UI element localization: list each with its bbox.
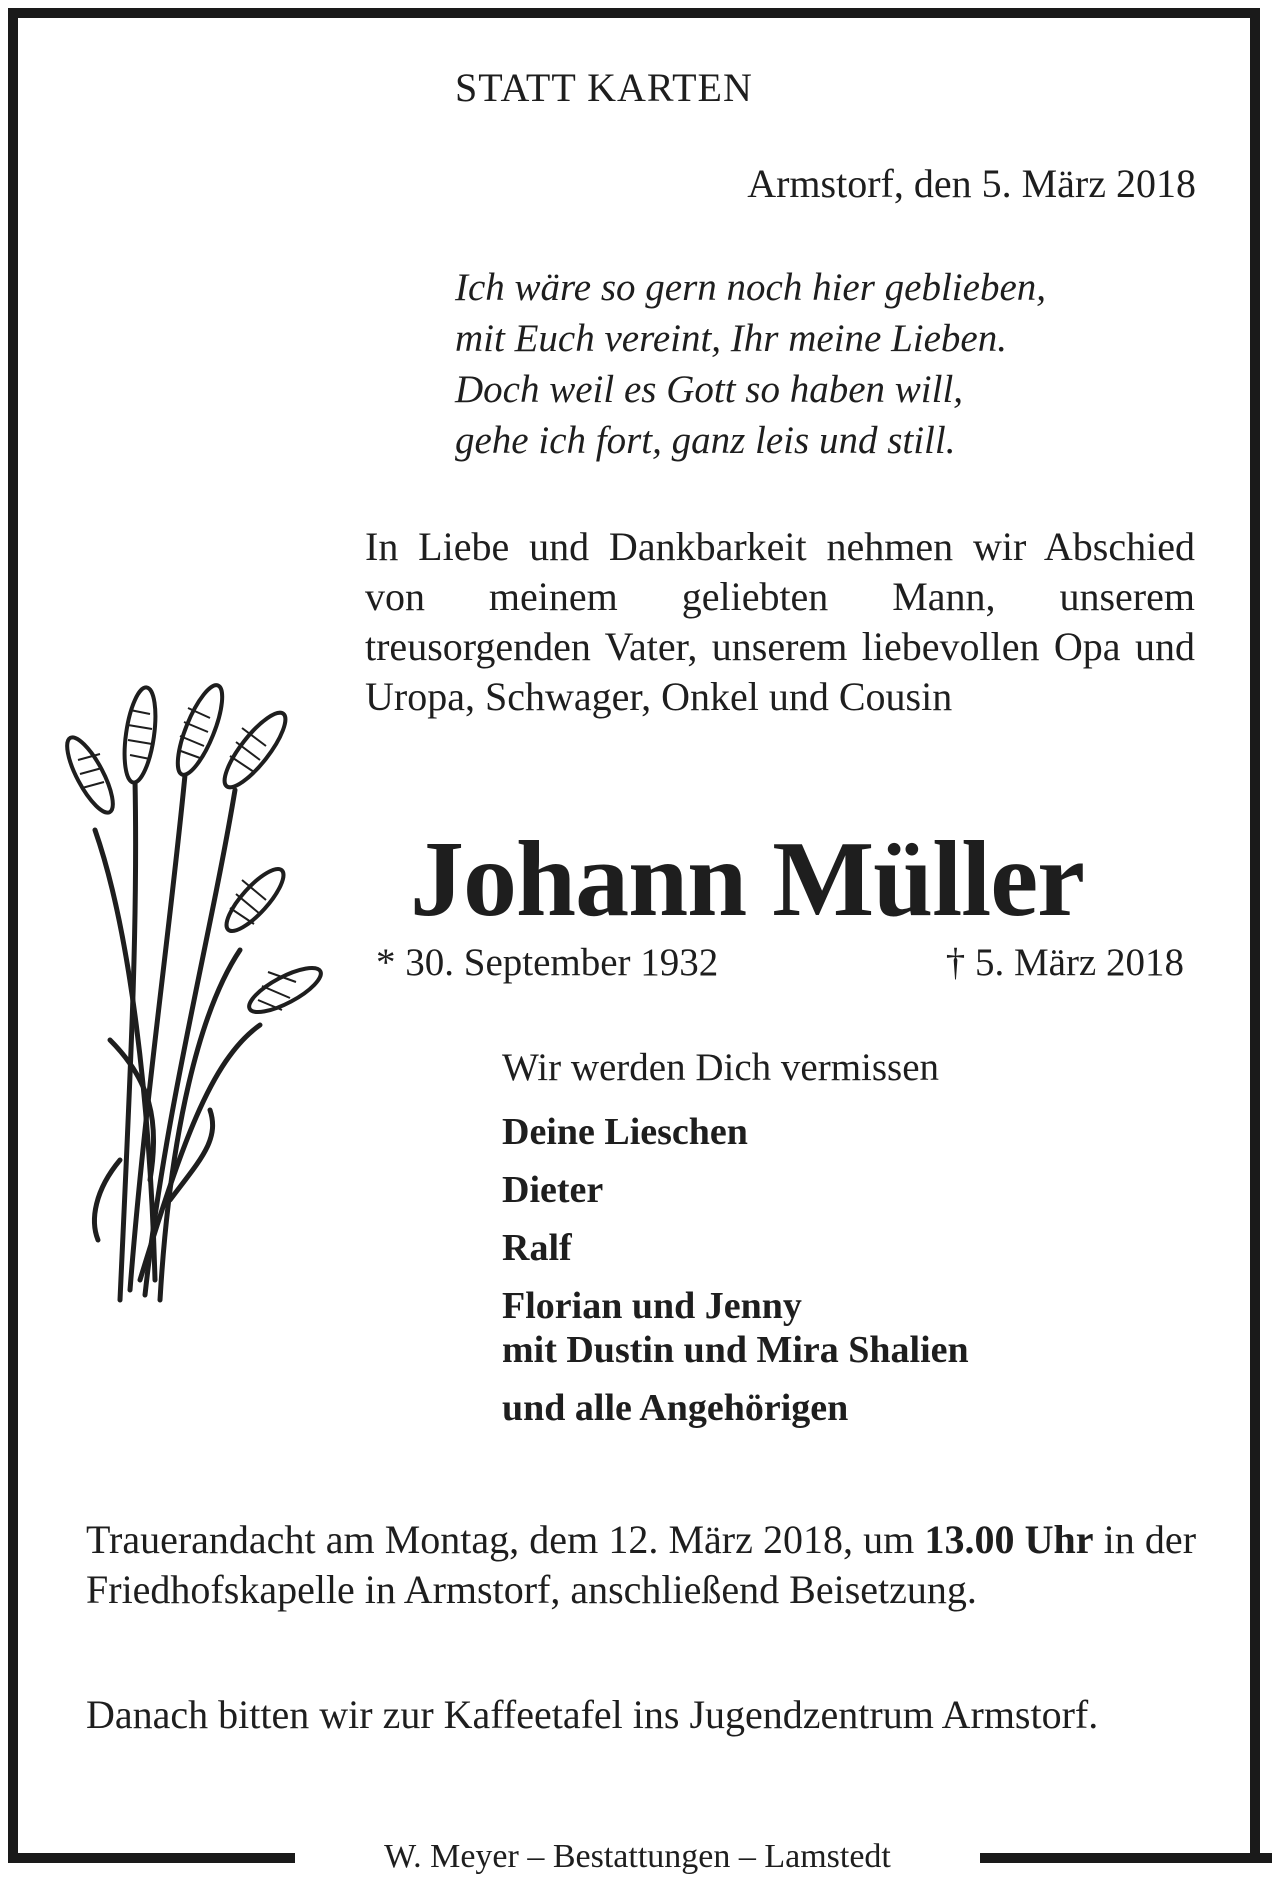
service-text: Trauerandacht am Montag, dem 12. März 2018, um <box>86 1517 915 1562</box>
mourners-list <box>502 1110 969 1430</box>
notice-header: STATT KARTEN <box>455 65 753 110</box>
coffee-info: Danach bitten wir zur Kaffeetafel ins Jugendzentrum Armstorf. <box>86 1692 1099 1737</box>
poem-line: mit Euch vereint, Ihr meine Lieben. <box>455 317 1007 360</box>
death-date: † 5. März 2018 <box>945 941 1184 984</box>
mourner: Deine Lieschen <box>502 1111 748 1153</box>
service-time: 13.00 Uhr <box>924 1517 1094 1562</box>
intro-text: In Liebe und Dankbarkeit nehmen wir Abschied von meinem geliebten Mann, unserem treusorgenden Vater, unserem liebevollen Opa und Uropa, Schwager, Onkel und Cousin <box>365 524 1195 719</box>
miss-line: Wir werden Dich vermissen <box>502 1046 940 1089</box>
poem-line: Doch weil es Gott so haben will, <box>455 368 964 411</box>
poem-line: Ich wäre so gern noch hier geblieben, <box>455 266 1046 309</box>
poem-line: gehe ich fort, ganz leis und still. <box>455 419 956 462</box>
wheat-ears-icon <box>60 680 330 1310</box>
mourner: mit Dustin und Mira Shalien <box>502 1329 969 1371</box>
deceased-name: Johann Müller <box>410 820 1085 939</box>
mourner: Ralf <box>502 1227 572 1269</box>
undertaker-footer: W. Meyer – Bestattungen – Lamstedt <box>295 1836 980 1878</box>
mourner: Dieter <box>502 1169 604 1211</box>
birth-date: * 30. September 1932 <box>376 941 719 984</box>
poem <box>455 262 1046 466</box>
service-info <box>86 1515 1196 1615</box>
mourner: und alle Angehörigen <box>502 1387 849 1429</box>
service-text-cont: in der Friedhofskapelle in Armstorf, anschließend Beisetzung. <box>86 1517 1197 1612</box>
place-date: Armstorf, den 5. März 2018 <box>747 161 1196 206</box>
mourner: Florian und Jenny <box>502 1285 802 1327</box>
